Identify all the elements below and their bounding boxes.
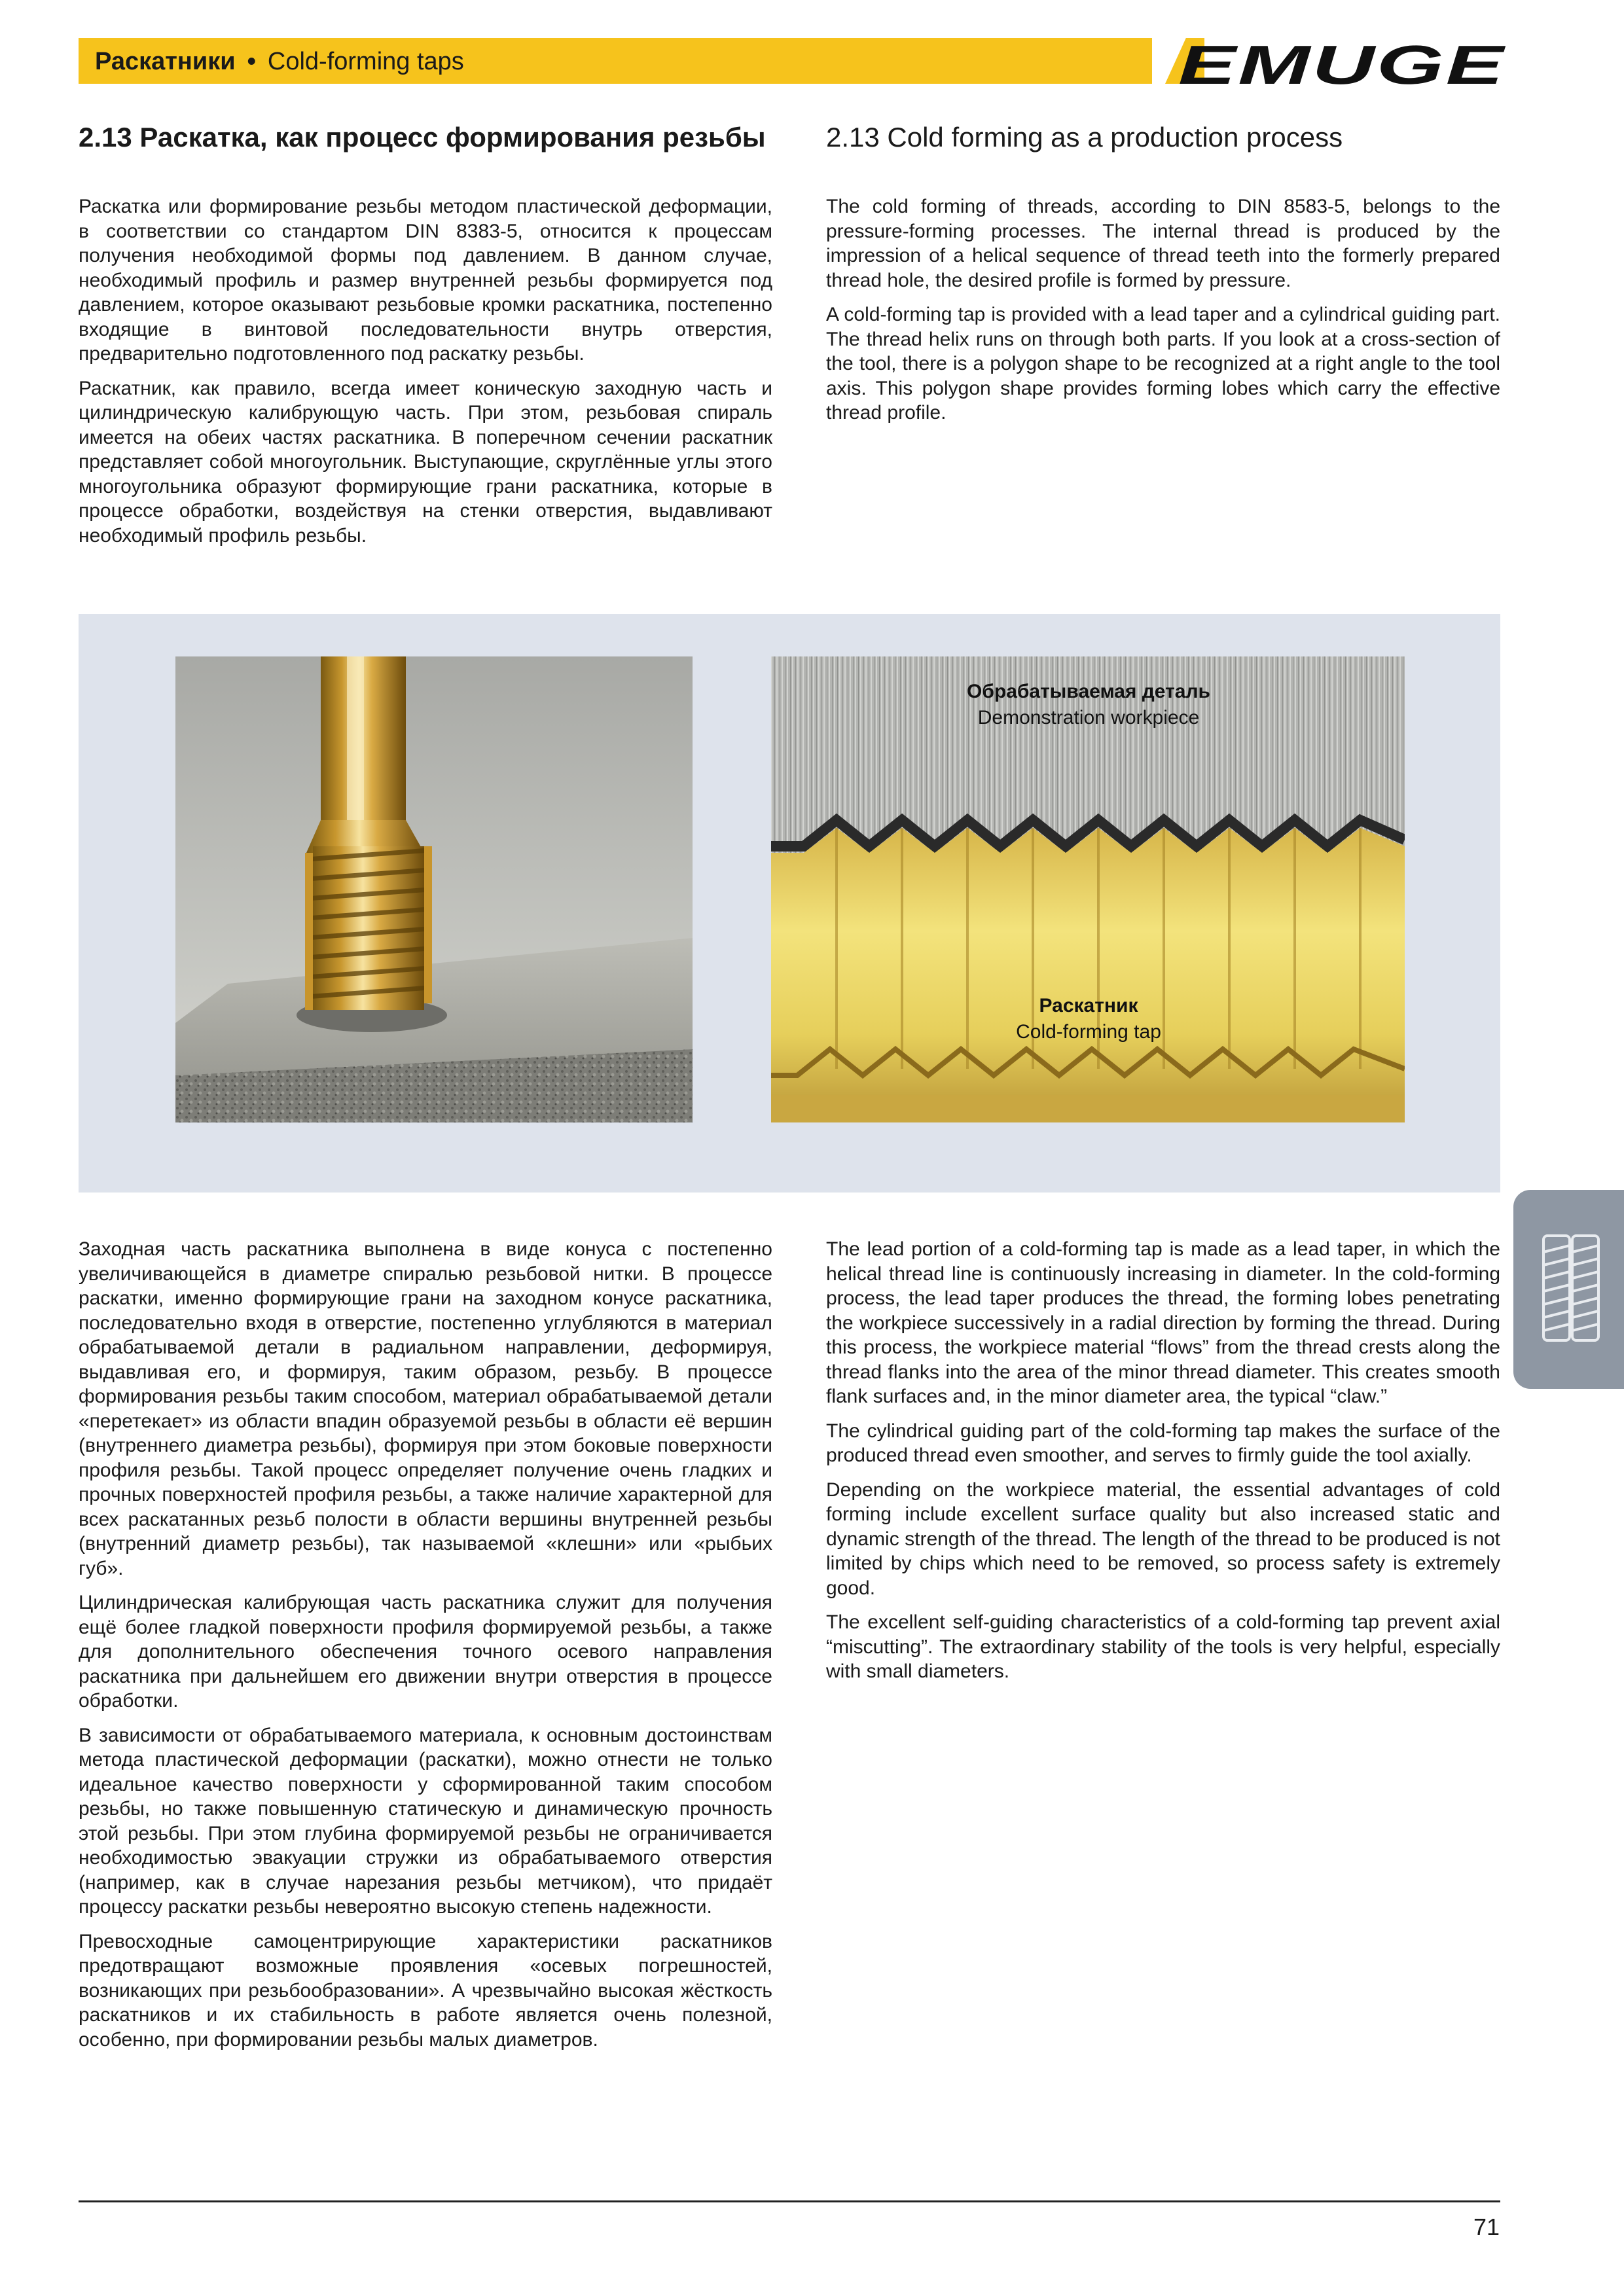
body-column-en xyxy=(826,1237,1500,1694)
paragraph: Заходная часть раскатника выполнена в виде конуса с постепенно увеличивающейся в диаметре спиралью резьбовой нитки. В процессе раскатки, именно формирующие грани на заходном конусе раскатника, последовательно входя в отверстие, постепенно углубляются в материал обрабатываемой детали в радиальном направлении, деформируя, выдавливая его, и формируя, таким образом, резьбу. В процессе формирования резьбы таким способом, материал обрабатываемой детали «перетекает» из области впадин образуемой резьбы в области её вершин (внутреннего диаметра резьбы), формируя при этом боковые поверхности профиля резьбы. Такой процесс определяет получение очень гладких и прочных поверхностей профиля резьбы, а также наличие характерной для всех раскатанных резьб полости в области вершины внутренней резьбы (внутренний диаметр резьбы), так называемой «клешни» или «рыбьих губ». xyxy=(79,1238,772,1579)
tap-label-ru: Раскатник xyxy=(1039,995,1138,1016)
workpiece-label-ru: Обрабатываемая деталь xyxy=(967,681,1210,702)
tap-label xyxy=(974,993,1203,1045)
intro-column-ru xyxy=(79,194,772,558)
footer-rule xyxy=(79,2200,1500,2202)
header-section-title xyxy=(95,45,464,79)
cold-forming-tap-icon xyxy=(1532,1223,1610,1354)
tap-label-en: Cold-forming tap xyxy=(1016,1021,1161,1043)
section-title-ru: Раскатники xyxy=(95,48,236,75)
emuge-logo xyxy=(1152,26,1519,98)
chapter-side-tab[interactable] xyxy=(1513,1190,1624,1389)
paragraph: Depending on the workpiece material, the essential advantages of cold forming include excellent surface quality but also increased static and dynamic strength of the thread. The length of the thread to be produced is not limited by chips which need to be removed, so process safety is extremely good. xyxy=(826,1479,1500,1599)
workpiece-label xyxy=(941,679,1236,731)
paragraph: A cold-forming tap is provided with a lead taper and a cylindrical guiding part. The thread helix runs on through both parts. If you look at a cross-section of the tool, there is a polygon shape to be recognized at a right angle to the tool axis. This polygon shape provides forming lobes which carry the effective thread profile. xyxy=(826,304,1500,423)
paragraph: Раскатник, как правило, всегда имеет коническую заходную часть и цилиндрическую калибрующую часть. При этом, резьбовая спираль имеется на обеих частях раскатника. В поперечном сечении раскатник представляет собой многоугольник. Выступающие, скруглённые углы этого многоугольника образуют формирующие грани раскатника, которые в процессе обработки, воздействуя на стенки отверстия, выдавливают необходимый профиль резьбы. xyxy=(79,377,772,547)
intro-column-en xyxy=(826,194,1500,435)
workpiece-label-en: Demonstration workpiece xyxy=(977,707,1200,728)
paragraph: The cold forming of threads, according to DIN 8583-5, belongs to the pressure-forming processes. The internal thread is produced by the impression of a helical sequence of thread teeth into the formerly prepared thread hole, the desired profile is formed by pressure. xyxy=(826,196,1500,291)
paragraph: Раскатка или формирование резьбы методом пластической деформации, в соответствии со стандартом DIN 8383-5, относится к процессам получения необходимой формы под давлением. В данном случае, необходимый профиль и размер внутренней резьбы формируется под давлением, которое оказывают резьбовые кромки раскатника, постепенно входящие в винтовой последовательности внутрь отверстия, предварительно подготовленного под раскатку резьбы. xyxy=(79,196,772,365)
tap-in-workpiece-photo xyxy=(175,656,693,1122)
paragraph: В зависимости от обрабатываемого материала, к основным достоинствам метода пластической деформации (раскатки), можно отнести не только идеальное качество поверхности у сформированной таким способом резьбы, но также повышенную статическую и динамическую прочность этой резьбы. При этом глубина формируемой резьбы не ограничивается необходимостью эвакуации стружки из обрабатываемого отверстия (например, как в случае нарезания резьбы метчиком), что придаёт процессу раскатки резьбы невероятно высокую степень надежности. xyxy=(79,1724,772,1918)
paragraph: The cylindrical guiding part of the cold-forming tap makes the surface of the produced thread even smoother, and serves to firmly guide the tool axially. xyxy=(826,1420,1500,1466)
body-column-ru xyxy=(79,1237,772,2062)
paragraph: The excellent self-guiding characteristics of a cold-forming tap prevent axial “miscutting”. The extraordinary stability of the tools is very helpful, especially with small diameters. xyxy=(826,1611,1500,1682)
paragraph: Превосходные самоцентрирующие характеристики раскатников предотвращают возможные проявления «осевых погрешностей, возникающих при резьбообразовании». А чрезвычайно высокая жёсткость раскатников и их стабильность в работе является очень полезной, особенно, при формировании резьбы малых диаметров. xyxy=(79,1930,772,2051)
logo-text: EMUGE xyxy=(1178,34,1507,96)
page-number: 71 xyxy=(1473,2214,1500,2240)
heading-en: 2.13 Cold forming as a production process xyxy=(826,122,1343,152)
section-title-en: Cold-forming taps xyxy=(267,48,464,75)
paragraph: Цилиндрическая калибрующая часть раскатника служит для получения ещё более гладкой поверхности профиля формируемой резьбы, а также для дополнительного обеспечения точного осевого направления раскатника при дальнейшем его движении внутри отверстия в процессе обработки. xyxy=(79,1592,772,1712)
paragraph: The lead portion of a cold-forming tap is made as a lead taper, in which the helical thread line is continuously increasing in diameter. In the cold-forming process, the lead taper produces the thread, the forming lobes penetrating the workpiece successively in a radial direction by forming the thread. During this process, the workpiece material “flows” from the thread crests along the thread flanks into the area of the minor thread diameter. This creates smooth flank surfaces and, in the minor diameter area, the typical “claw.” xyxy=(826,1238,1500,1407)
header-bullet: • xyxy=(247,48,256,75)
heading-ru: 2.13 Раскатка, как процесс формирования резьбы xyxy=(79,122,766,152)
